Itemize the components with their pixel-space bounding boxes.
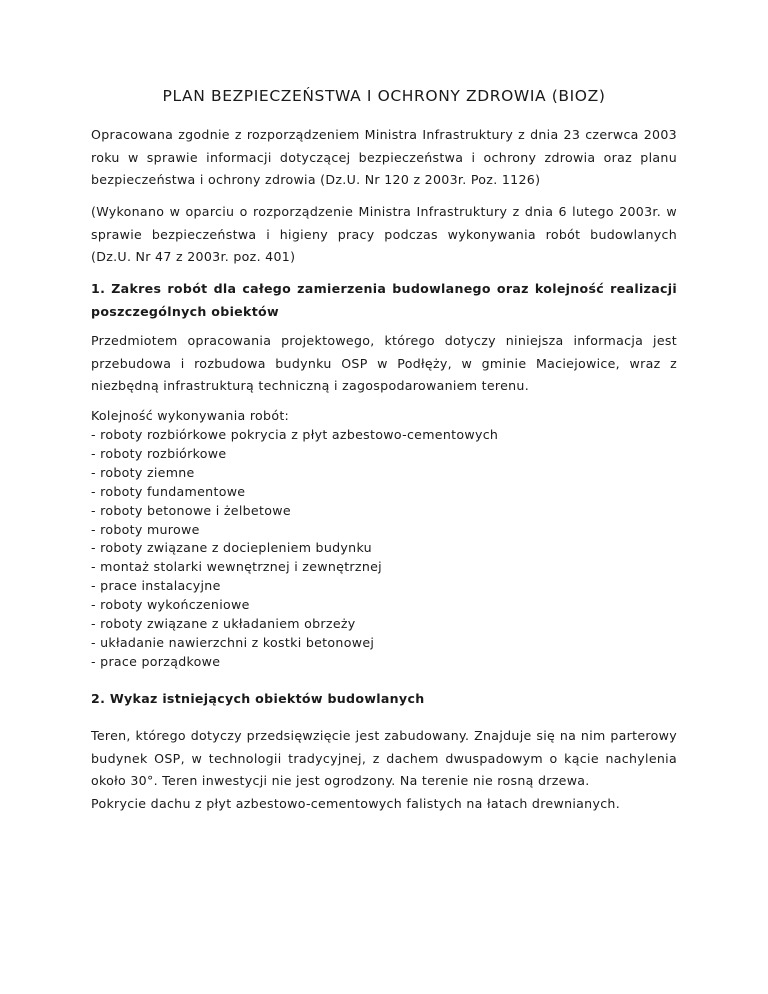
list-item: - roboty ziemne [91, 464, 195, 480]
list-item: - roboty rozbiórkowe pokrycia z płyt azbestowo-cementowych [91, 427, 499, 442]
list-item: - prace porządkowe [91, 653, 221, 669]
section-2-heading: 2. Wykaz istniejących obiektów budowlanych [91, 691, 425, 706]
list-item: - roboty wykończeniowe [91, 597, 250, 613]
list-item: - układanie nawierzchni z kostki betonowej [91, 634, 375, 650]
legal-basis-paragraph: Opracowana zgodnie z rozporządzeniem Ministra Infrastruktury z dnia 23 czerwca 2003 roku w sprawie informacji dotyczącej bezpieczeństwa i ochrony zdrowia oraz planu bezpieczeństwa i ochrony zdrowia (Dz.U. Nr 120 z 2003r. Poz. 1126) [91, 127, 677, 187]
works-order-list [91, 426, 677, 672]
list-item: - roboty rozbiórkowe [91, 445, 227, 461]
list-item: - prace instalacyjne [91, 578, 221, 594]
document-title: PLAN BEZPIECZEŃSTWA I OCHRONY ZDROWIA (BIOZ) [162, 87, 606, 105]
regulation-reference-paragraph: (Wykonano w oparciu o rozporządzenie Ministra Infrastruktury z dnia 6 lutego 2003r. w sprawie bezpieczeństwa i higieny pracy podczas wykonywania robót budowlanych (Dz.U. Nr 47 z 2003r. poz. 401) [91, 204, 677, 264]
section-1-paragraph: Przedmiotem opracowania projektowego, którego dotyczy niniejsza informacja jest przebudowa i rozbudowa budynku OSP w Podłęży, w gminie Maciejowice, wraz z niezbędną infrastrukturą techniczną i zagospodarowaniem terenu. [91, 333, 677, 393]
list-item: - montaż stolarki wewnętrznej i zewnętrznej [91, 559, 382, 575]
list-item: - roboty fundamentowe [91, 483, 246, 499]
section-1-heading: 1. Zakres robót dla całego zamierzenia budowlanego oraz kolejność realizacji poszczególnych obiektów [91, 281, 677, 319]
list-item: - roboty związane z dociepleniem budynku [91, 540, 372, 556]
list-item: - roboty betonowe i żelbetowe [91, 502, 291, 518]
section-2-paragraph-2: Pokrycie dachu z płyt azbestowo-cementowych falistych na łatach drewnianych. [91, 796, 621, 811]
list-item: - roboty związane z układaniem obrzeży [91, 616, 356, 632]
works-order-intro: Kolejność wykonywania robót: [91, 408, 290, 423]
list-item: - roboty murowe [91, 521, 200, 537]
section-2-paragraph-1: Teren, którego dotyczy przedsięwzięcie jest zabudowany. Znajduje się na nim parterowy budynek OSP, w technologii tradycyjnej, z dachem dwuspadowym o kącie nachylenia około 30°. Teren inwestycji nie jest ogrodzony. Na terenie nie rosną drzewa. [91, 728, 677, 788]
